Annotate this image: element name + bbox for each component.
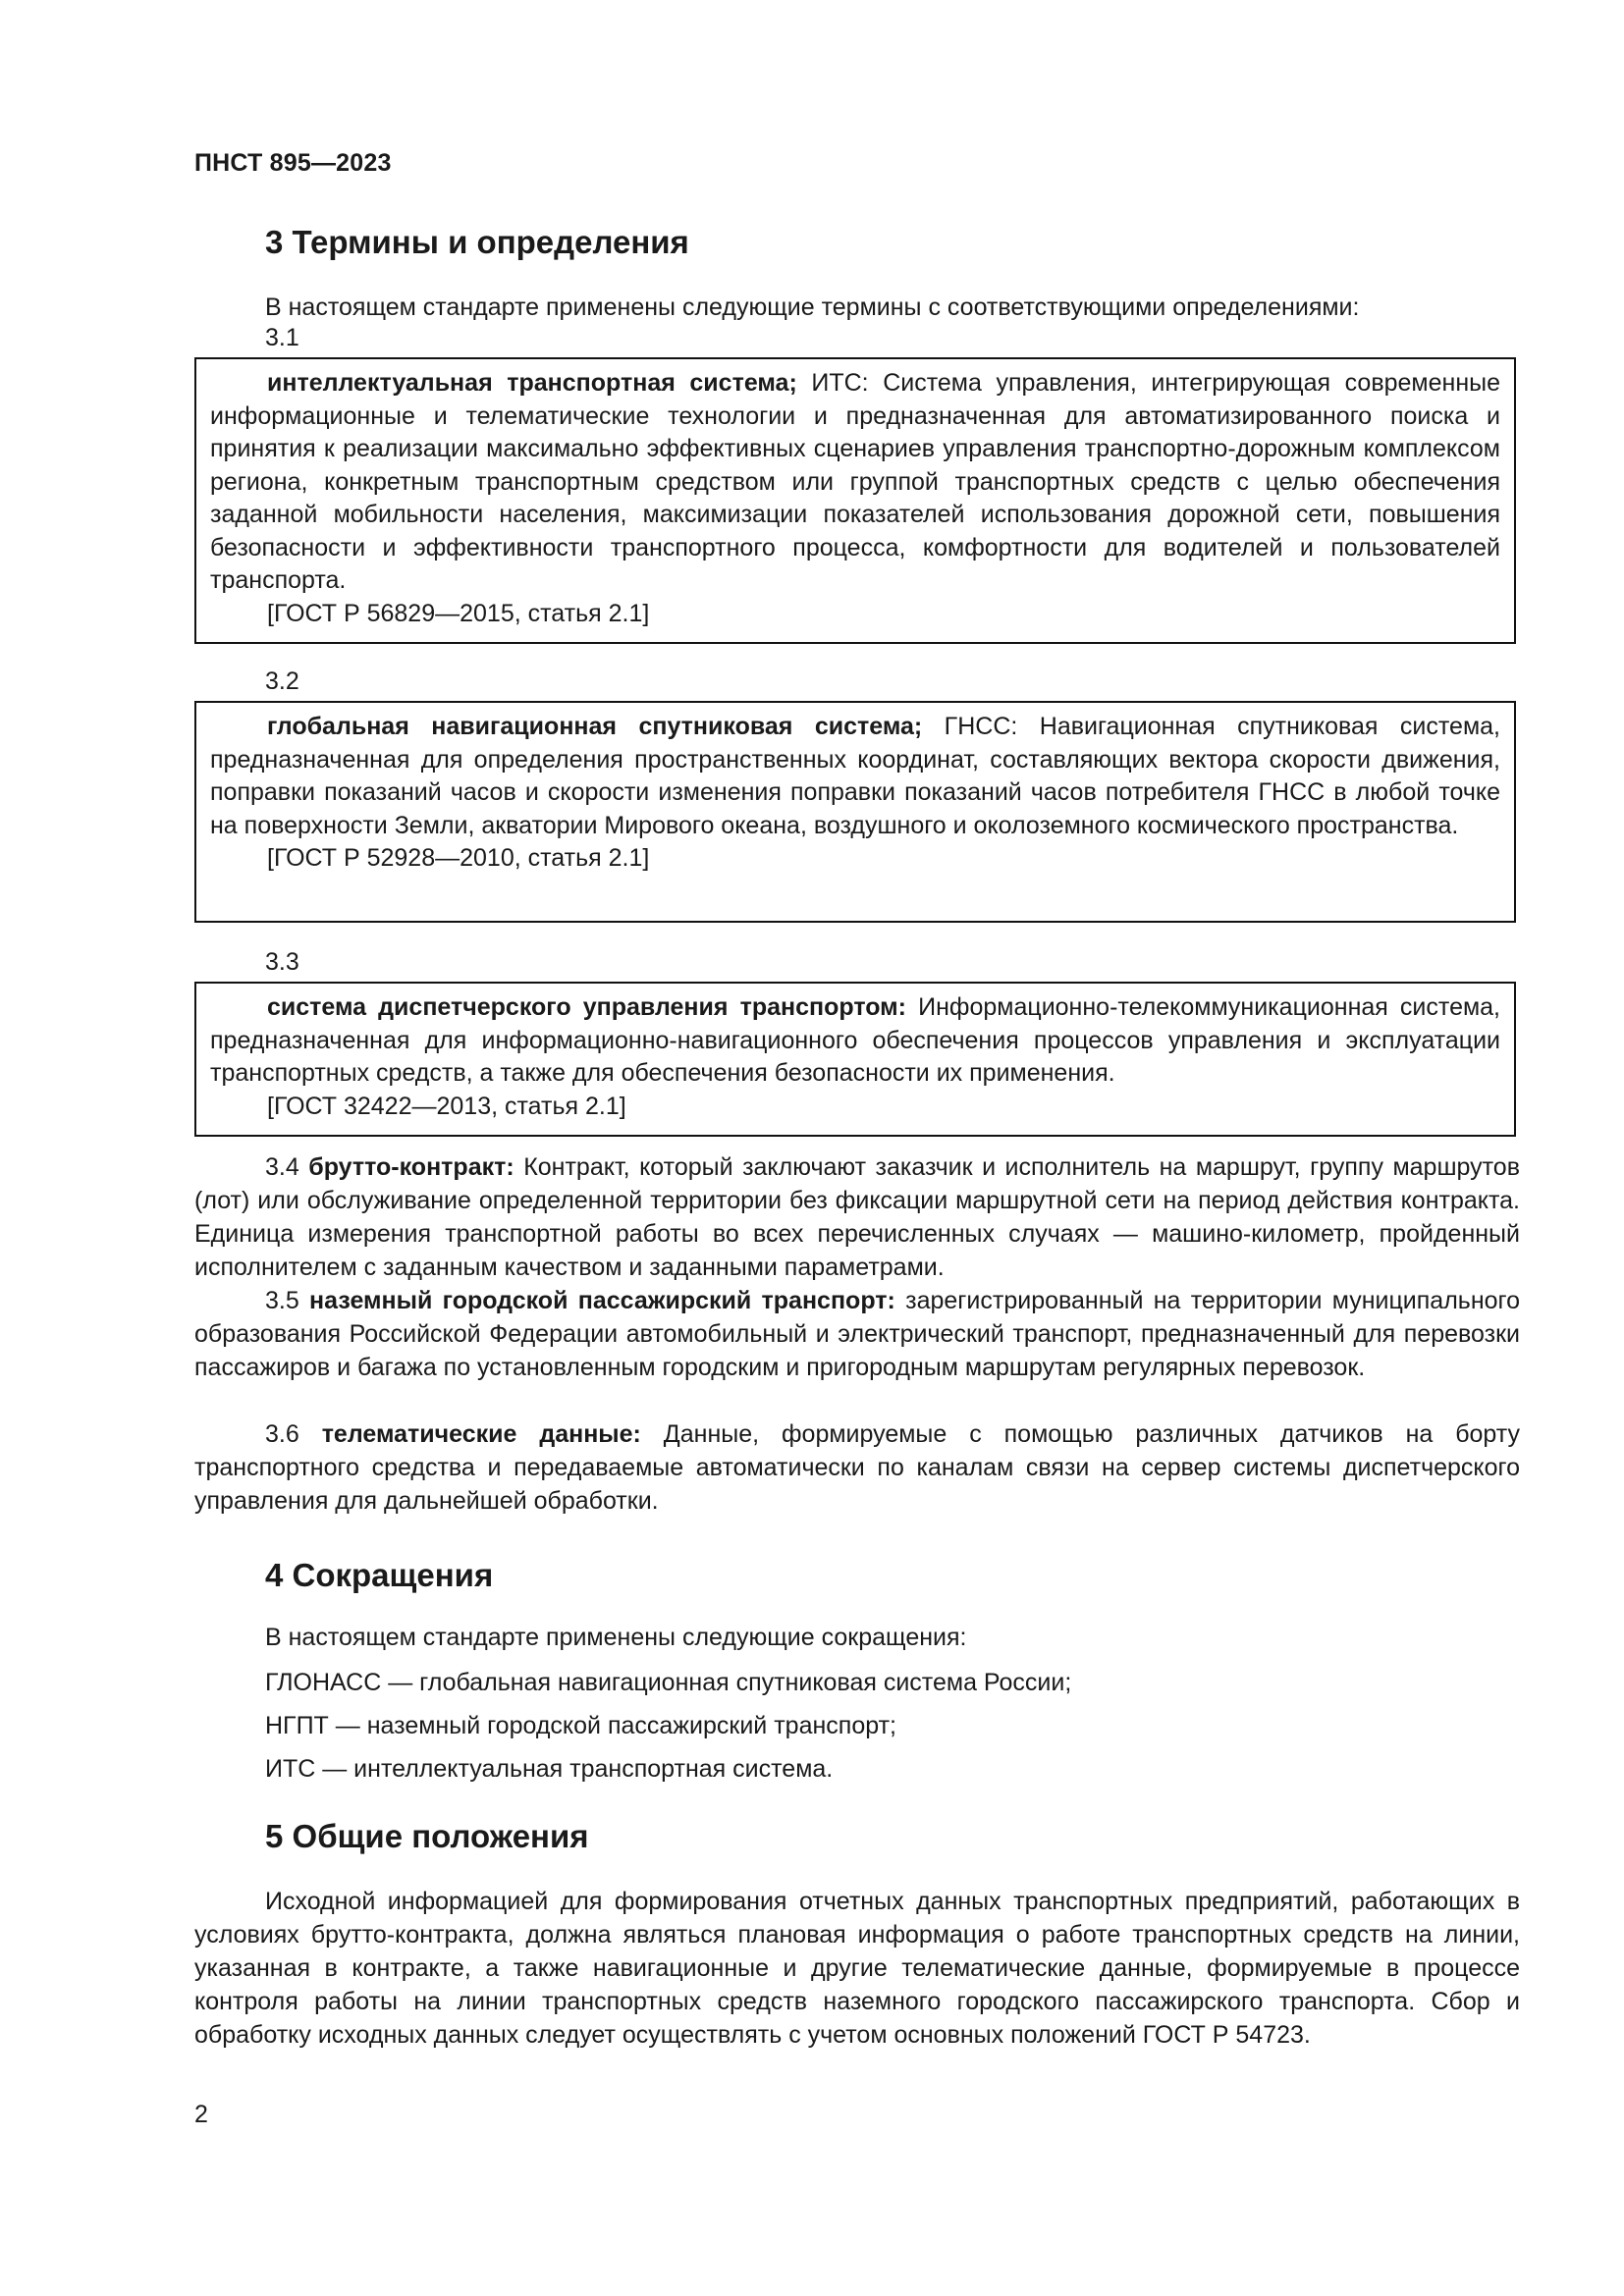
term-name: интеллектуальная транспортная система; <box>267 369 797 397</box>
section-4-intro: В настоящем стандарте применены следующие сокращения: <box>265 1624 967 1651</box>
term-source: [ГОСТ Р 56829—2015, статья 2.1] <box>267 599 650 627</box>
document-header: ПНСТ 895—2023 <box>194 149 392 177</box>
term-paragraph: 3.5 наземный городской пассажирский транспорт: зарегистрированный на территории муниципального образования Российской Федерации автомобильный и электрический транспорт, предназначенный для перевозки пассажиров и багажа по установленным городским и пригородным маршрутам регулярных перевозок. <box>194 1287 1520 1381</box>
abbreviation-item: ИТС — интеллектуальная транспортная система. <box>265 1755 834 1783</box>
term-number: 3.1 <box>265 324 299 351</box>
section-3-title: 3 Термины и определения <box>265 224 689 260</box>
term-name: телематические данные: <box>321 1420 641 1448</box>
term-number: 3.2 <box>265 667 299 695</box>
term-box <box>194 982 1516 1137</box>
term-definition: глобальная навигационная спутниковая система; ГНСС: Навигационная спутниковая система, предназначенная для определения пространственных координат, составляющих вектора скорости движения, поправки показаний часов и скорости изменения поправки показаний часов потребителя ГНСС в любой точке на поверхности Земли, акватории Мирового океана, воздушного и околоземного космического пространства. <box>210 713 1500 839</box>
term-name: брутто-контракт: <box>308 1153 514 1181</box>
term-definition: система диспетчерского управления транспортом: Информационно-телекоммуникационная система, предназначенная для информационно-навигационного обеспечения процессов управления и эксплуатации транспортных средств, а также для обеспечения безопасности их применения. <box>210 993 1501 1087</box>
term-paragraph: 3.6 телематические данные: Данные, формируемые с помощью различных датчиков на борту транспортного средства и передаваемые автоматически по каналам связи на сервер системы диспетчерского управления для дальнейшей обработки. <box>194 1420 1520 1515</box>
abbreviation-item: НГПТ — наземный городской пассажирский транспорт; <box>265 1712 896 1739</box>
term-name: система диспетчерского управления транспортом: <box>267 993 907 1021</box>
section-3-intro: В настоящем стандарте применены следующие термины с соответствующими определениями: <box>265 294 1360 321</box>
section-5-title: 5 Общие положения <box>265 1818 589 1854</box>
term-box <box>194 357 1516 644</box>
term-source: [ГОСТ Р 52928—2010, статья 2.1] <box>267 844 650 872</box>
abbreviation-item: ГЛОНАСС — глобальная навигационная спутниковая система России; <box>265 1669 1072 1696</box>
term-source: [ГОСТ 32422—2013, статья 2.1] <box>267 1092 626 1120</box>
section-4-title: 4 Сокращения <box>265 1557 494 1593</box>
page-number: 2 <box>194 2101 208 2128</box>
term-definition: интеллектуальная транспортная система; ИТС: Система управления, интегрирующая современные информационные и телематические технологии и предназначенная для автоматизированного поиска и принятия к реализации максимально эффективных сценариев управления транспортно-дорожным комплексом региона, конкретным транспортным средством или группой транспортных средств с целью обеспечения заданной мобильности населения, максимизации показателей использования дорожной сети, повышения безопасности и эффективности транспортного процесса, комфортности для водителей и пользователей транспорта. <box>210 369 1500 594</box>
term-box <box>194 701 1516 923</box>
term-paragraph: 3.4 брутто-контракт: Контракт, который заключают заказчик и исполнитель на маршрут, группу маршрутов (лот) или обслуживание определенной территории без фиксации маршрутной сети на период действия контракта. Единица измерения транспортной работы во всех перечисленных случаях — машино-километр, пройденный исполнителем с заданным качеством и заданными параметрами. <box>194 1153 1520 1281</box>
term-number: 3.3 <box>265 948 299 976</box>
section-5-paragraph: Исходной информацией для формирования отчетных данных транспортных предприятий, работающих в условиях брутто-контракта, должна являться плановая информация о работе транспортных средств на линии, указанная в контракте, а также навигационные и другие телематические данные, формируемые в процессе контроля работы на линии транспортных средств наземного городского пассажирского транспорта. Сбор и обработку исходных данных следует осуществлять с учетом основных положений ГОСТ Р 54723. <box>194 1888 1520 2049</box>
term-name: глобальная навигационная спутниковая система; <box>267 713 923 740</box>
term-name: наземный городской пассажирский транспорт: <box>309 1287 895 1314</box>
